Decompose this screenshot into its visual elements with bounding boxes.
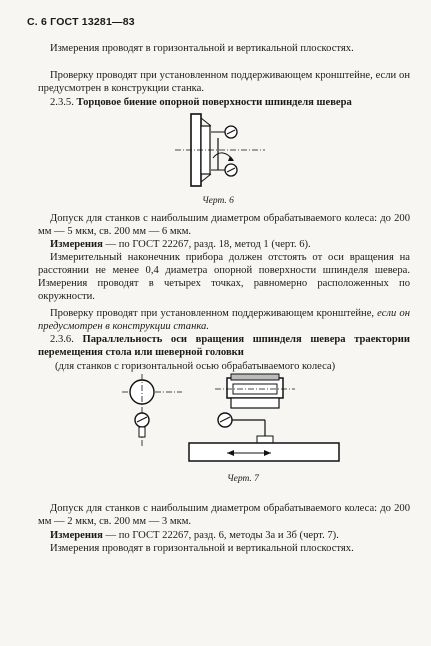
figure-6-caption: Черт. 6 bbox=[202, 196, 234, 206]
paragraph-probe-position: Измерительный наконечник прибора должен отстоять от оси вращения на расстоянии не менее 0,4 диаметра опорной поверхности шпинделя шевера. Измерения проводят в четырех точках, равномерно расположенных по окружности. bbox=[38, 252, 410, 302]
figure-7-left-diagram bbox=[122, 370, 182, 450]
figure-7-right-diagram bbox=[185, 372, 345, 467]
section-2-3-5-heading: 2.3.5. Торцовое биение опорной поверхности шпинделя шевера bbox=[50, 97, 352, 108]
paragraph-tolerance-fig7: Допуск для станков с наибольшим диаметром обрабатываемого колеса: до 200 мм — 2 мкм, св. 200 мм — 3 мкм. bbox=[38, 503, 410, 527]
section-2-3-6-heading: 2.3.6. Параллельность оси вращения шпинделя шевера траектории перемещения стола или шеверной головки bbox=[38, 334, 410, 358]
section-2-3-6-subtitle: (для станков с горизонтальной осью обрабатываемого колеса) bbox=[55, 361, 336, 372]
paragraph-measure-planes: Измерения проводят в горизонтальной и вертикальной плоскостях. bbox=[50, 43, 354, 54]
figure-7-caption: Черт. 7 bbox=[227, 474, 259, 484]
paragraph-tolerance-fig6: Допуск для станков с наибольшим диаметром обрабатываемого колеса: до 200 мм — 5 мкм, св. 200 мм — 6 мкм. bbox=[38, 213, 410, 237]
figure-6-diagram bbox=[175, 112, 265, 192]
page-header: С. 6 ГОСТ 13281—83 bbox=[27, 16, 135, 28]
paragraph-bracket-check: Проверку проводят при установленном поддерживающем кронштейне, если он предусмотрен в конструкции станка. bbox=[38, 70, 410, 94]
paragraph-bracket-check-2: Проверку проводят при установленном поддерживающем кронштейне, если он предусмотрен в конструкции станка. bbox=[38, 308, 410, 332]
paragraph-measure-planes-2: Измерения проводят в горизонтальной и вертикальной плоскостях. bbox=[50, 543, 354, 554]
mandrel bbox=[231, 398, 279, 408]
paragraph-measurements-fig7: Измерения — по ГОСТ 22267, разд. 6, методы 3а и 3б (черт. 7). bbox=[50, 530, 339, 541]
paragraph-measurements-fig6: Измерения — по ГОСТ 22267, разд. 18, метод 1 (черт. 6). bbox=[50, 239, 311, 250]
